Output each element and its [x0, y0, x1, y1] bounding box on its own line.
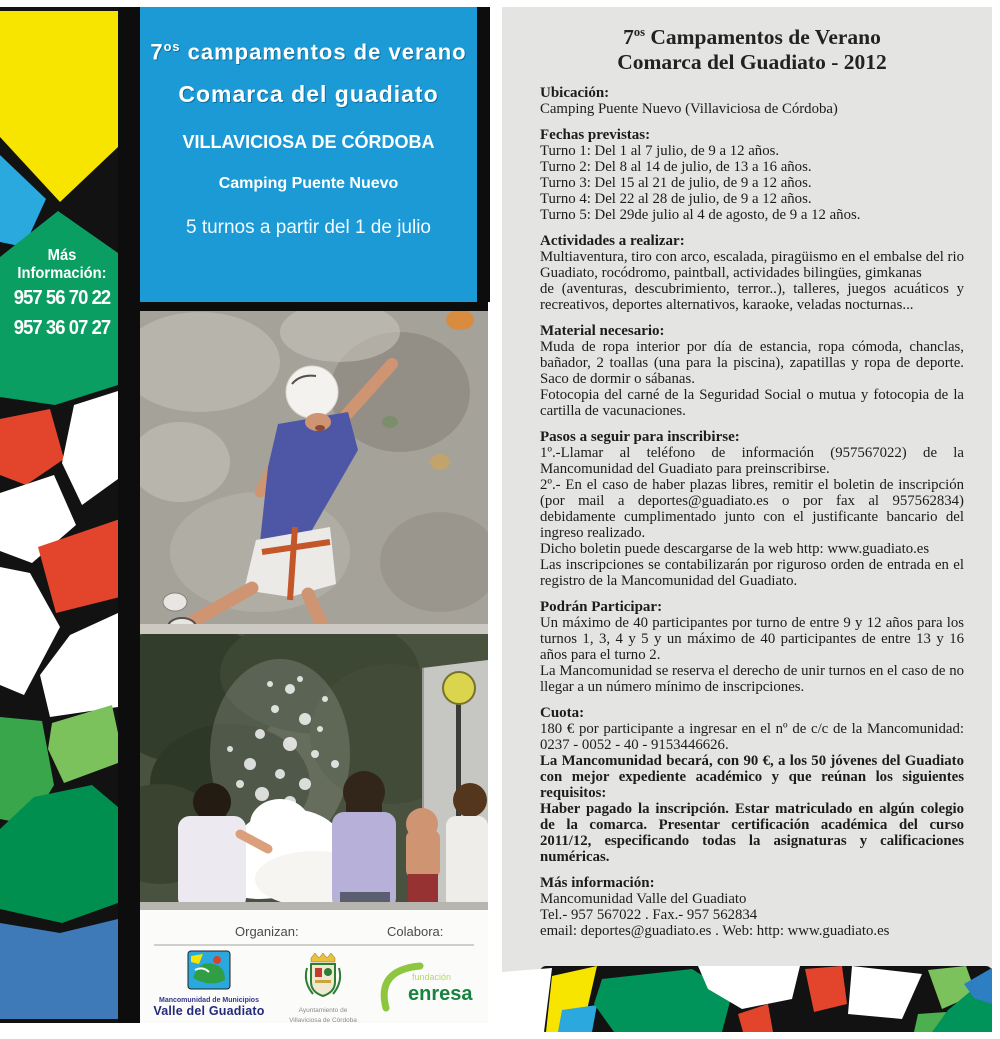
water-games-photo-art — [140, 634, 488, 910]
poster-subtitle: VILLAVICIOSA DE CÓRDOBA — [182, 132, 435, 153]
podran-paragraph: Un máximo de 40 participantes por turno de entre 9 y 12 años para los turnos 1, 3, 4 y 5 y un máximo de 40 participantes de entre 13 y 16 años para el turno 2. — [540, 615, 964, 664]
ayuntamiento-caption-top: Ayuntamiento de — [298, 1007, 348, 1014]
section-heading: Podrán Participar: — [540, 599, 663, 616]
ayuntamiento-logo — [278, 952, 368, 1025]
climbing-photo-art — [140, 302, 488, 634]
section-material — [540, 323, 964, 419]
section-actividades — [540, 233, 964, 313]
enresa-logo-icon — [370, 956, 474, 1014]
mancomunidad-caption-bottom: Valle del Guadiato — [153, 1004, 265, 1018]
pasos-paragraph: Dicho boletin puede descargarse de la web http: www.guadiato.es — [540, 541, 930, 558]
water-games-photo — [140, 634, 488, 910]
section-heading: Actividades a realizar: — [540, 233, 685, 250]
masinfo-line: email: deportes@guadiato.es . Web: http: www.guadiato.es — [540, 923, 890, 940]
poster-left-page — [0, 7, 492, 1023]
turno-item: Turno 4: Del 22 al 28 de julio, de 9 a 12 años. — [540, 191, 812, 208]
poster-title-panel — [140, 7, 490, 302]
enresa-logo — [370, 956, 474, 1019]
actividades-paragraph: Multiaventura, tiro con arco, escalada, piragüismo en el embalse del rio Guadiato, rocódromo, paintball, actividades bilingües, gimkanas — [540, 249, 964, 282]
bottom-mosaic-art — [502, 964, 992, 1032]
section-heading: Fechas previstas: — [540, 127, 651, 144]
info-page — [502, 7, 992, 1032]
climbing-photo — [140, 302, 488, 634]
stained-glass-art — [0, 7, 140, 1023]
material-paragraph: Muda de ropa interior por día de estancia, ropa cómoda, chanclas, bañador, 2 toallas (una para la piscina), zapatillas y ropa de deporte. Saco de dormir o sábanas. — [540, 339, 964, 388]
masinfo-line: Mancomunidad Valle del Guadiato — [540, 891, 747, 908]
footer-divider — [154, 944, 474, 946]
page-title-line1: $7^{os}$ Campamentos de Verano — [623, 25, 881, 50]
section-heading: Más información: — [540, 875, 655, 892]
stained-glass-strip — [0, 7, 140, 1023]
material-paragraph: Fotocopia del carné de la Seguridad Social o mutua y fotocopia de la cartilla de vacunaciones. — [540, 387, 964, 420]
enresa-text-top: fundación — [412, 972, 452, 982]
cuota-requirements-paragraph: Haber pagado la inscripción. Estar matriculado en algún colegio de la comarca. Presentar certificación académica del curso 2011/12, especificando todas la asignaturas y calificaciones numéricas. — [540, 801, 964, 866]
section-fechas — [540, 127, 964, 223]
section-mas-informacion — [540, 875, 964, 939]
page-title-line2: Comarca del Guadiato - 2012 — [617, 50, 887, 75]
section-ubicacion — [540, 85, 964, 117]
section-cuota — [540, 705, 964, 865]
poster-footer — [140, 910, 488, 1023]
section-heading: Ubicación: — [540, 85, 610, 102]
section-heading: Material necesario: — [540, 323, 665, 340]
enresa-text-bottom: enresa — [408, 983, 473, 1005]
cuota-scholarship-paragraph: La Mancomunidad becará, con 90 €, a los 50 jóvenes del Guadiato con mejor expediente académico y que reúnan los siguientes requisitos: — [540, 753, 964, 802]
ubicacion-body: Camping Puente Nuevo (Villaviciosa de Córdoba) — [540, 101, 838, 118]
podran-paragraph: La Mancomunidad se reserva el derecho de unir turnos en el caso de no llegar a un número mínimo de inscripciones. — [540, 663, 964, 696]
pasos-paragraph: Las inscripciones se contabilizarán por riguroso orden de entrada en el registro de la Mancomunidad del Guadiato. — [540, 557, 964, 590]
mancomunidad-logo — [146, 950, 272, 1018]
poster-location: Camping Puente Nuevo — [218, 175, 399, 193]
turno-item: Turno 2: Del 8 al 14 de julio, de 13 a 16 años. — [540, 159, 812, 176]
poster-tagline: 5 turnos a partir del 1 de julio — [185, 217, 432, 239]
page-title — [540, 20, 964, 75]
organizers-label: Organizan: — [235, 924, 299, 939]
poster-title-line2: Comarca del guadiato — [178, 81, 439, 108]
turno-item: Turno 5: Del 29de julio al 4 de agosto, de 9 a 12 años. — [540, 207, 861, 224]
more-info-label: Más Información: — [17, 247, 107, 282]
pasos-paragraph: 2º.- En el caso de haber plazas libres, remitir el boletin de inscripción (por mail a deportes@guadiato.es o por fax al 957562834) debidamente cumplimentado junto con el justificante bancario del ingreso realizado. — [540, 477, 964, 542]
bottom-mosaic-strip — [502, 964, 992, 1032]
pasos-paragraph: 1º.-Llamar al teléfono de información (957567022) de la Mancomunidad del Guadiato para preinscribirse. — [540, 445, 964, 478]
turno-item: Turno 3: Del 15 al 21 de julio, de 9 a 12 años. — [540, 175, 812, 192]
ayuntamiento-caption-bottom: Villaviciosa de Córdoba — [289, 1017, 357, 1024]
turno-item: Turno 1: Del 1 al 7 julio, de 9 a 12 años. — [540, 143, 780, 160]
section-heading: Pasos a seguir para inscribirse: — [540, 429, 740, 446]
actividades-paragraph: de (aventuras, descubrimiento, terror..), talleres, juegos acuáticos y recreativos, deportes alternativos, karaoke, veladas nocturnas... — [540, 281, 964, 314]
collaborator-label: Colabora: — [387, 924, 444, 939]
mancomunidad-caption-top: Mancomunidad de Municipios — [159, 997, 259, 1004]
section-pasos — [540, 429, 964, 589]
section-podran-participar — [540, 599, 964, 695]
more-info-block — [5, 247, 119, 343]
section-heading: Cuota: — [540, 705, 585, 722]
masinfo-line: Tel.- 957 567022 . Fax.- 957 562834 — [540, 907, 758, 924]
cuota-paragraph: 180 € por participante a ingresar en el nº de c/c de la Mancomunidad: 0237 - 0052 - 40 - 9153446626. — [540, 721, 964, 754]
phone-number-2: 957 36 07 27 — [13, 317, 111, 339]
phone-number-1: 957 56 70 22 — [13, 287, 111, 309]
poster-title-line1: $7^{os}$ campamentos de verano — [150, 39, 467, 65]
ayuntamiento-crest-icon — [303, 952, 343, 1000]
mancomunidad-logo-icon — [187, 950, 231, 990]
